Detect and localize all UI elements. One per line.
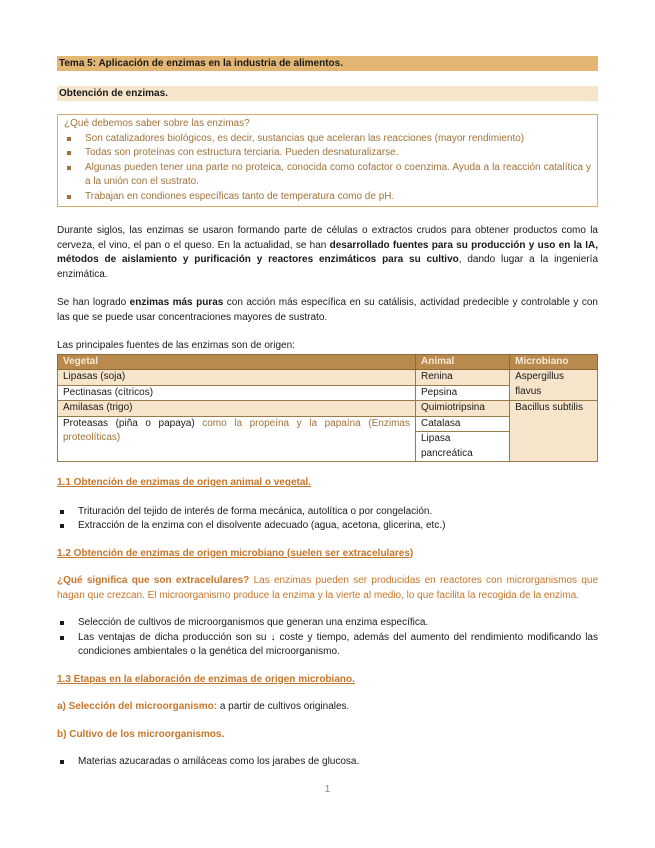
text-question: ¿Qué significa que son extracelulares? — [57, 575, 250, 586]
text-step-label: b) Cultivo de los microorganismos. — [57, 728, 225, 740]
box-list-item: Todas son proteínas con estructura terciaria. Pueden desnaturalizarse. — [64, 146, 591, 161]
text-run: Durante siglos, las enzimas se usaron formando parte de células o extractos crudos para obtener productos como la cerveza, el vino, el pan o el queso. En la actualidad, se han — [57, 225, 598, 251]
paragraph-history — [57, 224, 598, 282]
header-animal: Animal — [416, 354, 510, 370]
table-cell — [58, 416, 416, 462]
text-run: con acción más específica en su catálisis, actividad predecible y controlable y con las que se puede usar concentraciones mayores de sustrato. — [57, 297, 598, 323]
box-list-item: Son catalizadores biológicos, es decir, sustancias que aceleran las reacciones (mayor rendimiento) — [64, 132, 591, 147]
bullet-list — [57, 505, 598, 534]
table-caption: Las principales fuentes de las enzimas son de origen: — [57, 340, 295, 351]
text-gold: como la propeína y la papaína (Enzimas proteolíticas) — [63, 417, 410, 443]
box-list — [64, 132, 591, 205]
document-page — [57, 56, 598, 770]
text-run: a partir de cultivos originales. — [217, 701, 350, 712]
list-item: Trituración del tejido de interés de forma mecánica, autolítica o por congelación. — [57, 505, 598, 520]
table-cell: Quimiotripsina — [416, 401, 510, 417]
text-run: Se han logrado — [57, 297, 130, 308]
page-number: 1 — [324, 784, 331, 795]
text-bold: desarrollado fuentes para su producción y uso en la IA, métodos de aislamiento y purificación y reactores enzimáticos para su cultivo — [57, 239, 598, 265]
list-item: Selección de cultivos de microorganismos que generan una enzima específica. — [57, 616, 598, 631]
table-cell-micro: Bacillus subtilis — [510, 401, 598, 462]
list-item: Materias azucaradas o amiláceas como los jarabes de glucosa. — [57, 755, 598, 770]
table-cell: Pectinasas (cítricos) — [58, 385, 416, 401]
paragraph-purity — [57, 296, 598, 325]
table-header-row — [58, 354, 598, 370]
enzyme-sources-table — [57, 354, 598, 463]
table-cell: Lipasas (soja) — [58, 370, 416, 386]
text-run: , dando lugar a la ingeniería enzimática. — [57, 254, 599, 280]
table-cell: Catalasa — [416, 416, 510, 432]
paragraph-extracellular — [57, 574, 598, 603]
table-row — [58, 401, 598, 417]
bullet-list — [57, 616, 598, 660]
bullet-list — [57, 755, 598, 770]
section-heading: 1.2 Obtención de enzimas de origen microbiano (suelen ser extracelulares) — [57, 547, 414, 559]
table-cell: Lipasa pancreática — [416, 432, 510, 462]
section-title-band: Obtención de enzimas. — [57, 86, 598, 101]
table-cell: Renina — [416, 370, 510, 386]
header-vegetal: Vegetal — [58, 354, 416, 370]
text-step-label: a) Selección del microorganismo: — [57, 701, 218, 712]
list-item: Extracción de la enzima con el disolvente adecuado (agua, acetona, glicerina, etc.) — [57, 519, 598, 534]
box-question: ¿Qué debemos saber sobre las enzimas? — [64, 118, 250, 129]
header-microbiano: Microbiano — [510, 354, 598, 370]
box-list-item: Trabajan en condiones específicas tanto de temperatura como de pH. — [64, 190, 591, 205]
section-heading: 1.3 Etapas en la elaboración de enzimas de origen microbiano. — [57, 673, 355, 685]
table-row — [58, 370, 598, 386]
table-cell: Amilasas (trigo) — [58, 401, 416, 417]
topic-title-band: Tema 5: Aplicación de enzimas en la industria de alimentos. — [57, 56, 598, 71]
list-item: Las ventajas de dicha producción son su ↓ coste y tiempo, además del aumento del rendimiento modificando las condiciones ambientales o la genética del microorganismo. — [57, 631, 598, 660]
text-run: Proteasas (piña o papaya) — [63, 417, 195, 429]
step-a — [57, 700, 598, 715]
step-b — [57, 728, 598, 743]
text-answer: Las enzimas pueden ser producidas en reactores con microrganismos que hagan que crezcan. El microorganismo produce la enzima y la vierte al medio, lo que facilita la recogida de la enzima. — [57, 575, 598, 601]
section-heading: 1.1 Obtención de enzimas de origen animal o vegetal. — [57, 477, 311, 488]
table-cell: Pepsina — [416, 385, 510, 401]
text-bold: enzimas más puras — [129, 297, 224, 308]
table-cell-micro: Aspergillus flavus — [510, 370, 598, 401]
enzyme-facts-box — [57, 114, 598, 207]
box-list-item: Algunas pueden tener una parte no proteica, conocida como cofactor o coenzima. Ayuda a la reacción catalítica y a la unión con el sustrato. — [64, 161, 591, 190]
